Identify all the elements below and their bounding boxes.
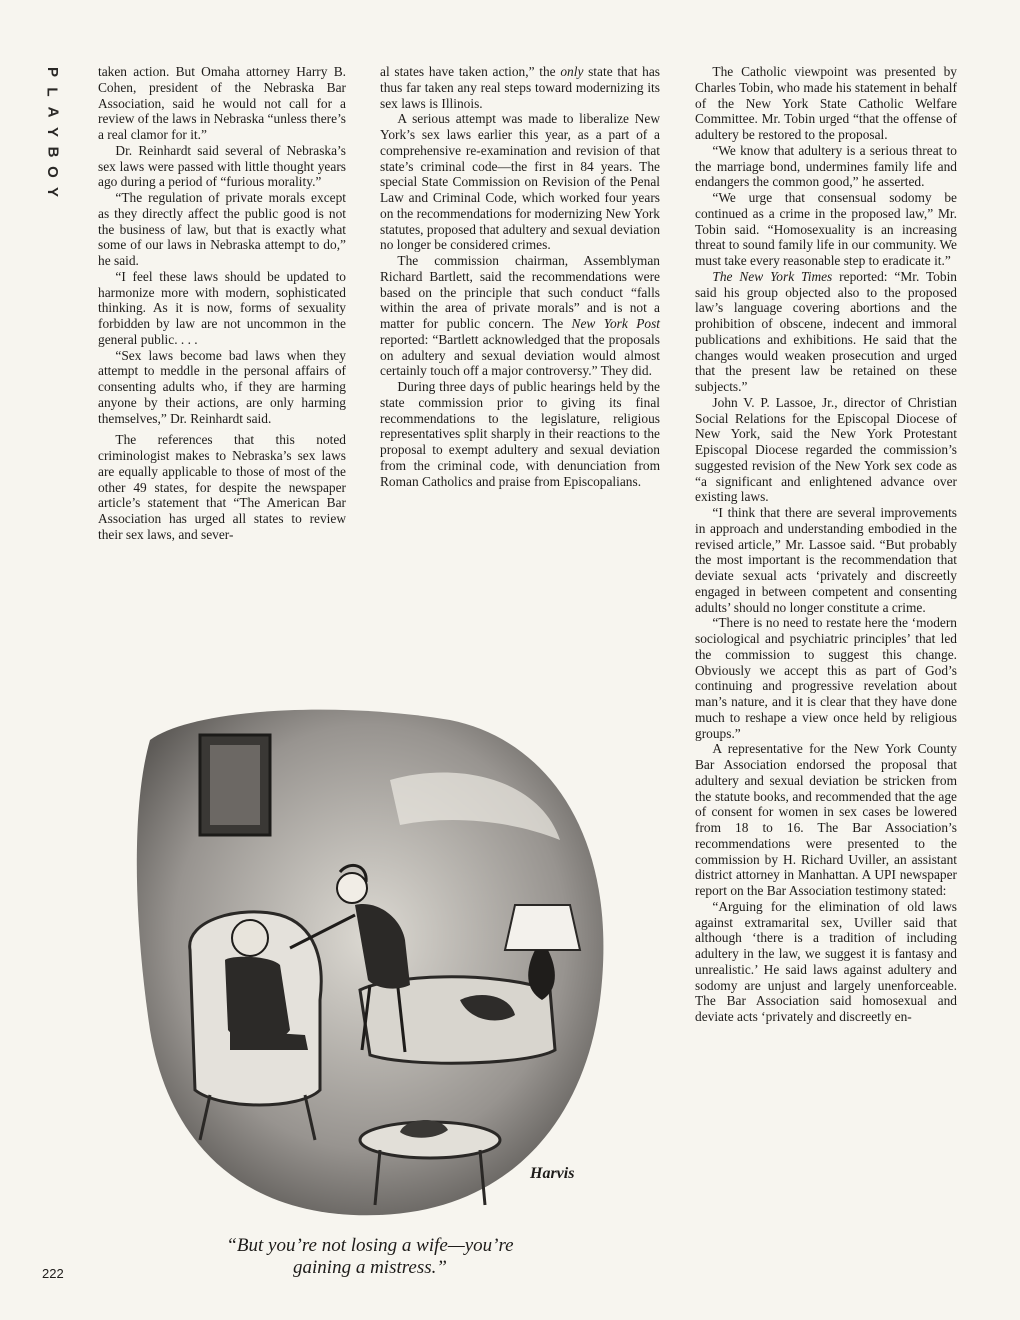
publication-name: New York Post (571, 316, 661, 331)
text-run: The commission chairman, Assemblyman Richard Bartlett, said the recommendations were based on the principle that such conduct “falls within the area of private morals” and is not a matter for public concern. The (380, 253, 660, 331)
paragraph: “There is no need to restate here the ‘modern sociological and psychiatric principles’ that led the commission to suggest this change. Obviously we accept this as part of God’s continuing and progressive revelation about man’s nature, and it is clear that they have done much to reshape a view once held by religious groups.” (695, 615, 957, 741)
magazine-letter: O (43, 166, 61, 178)
page-number: 222 (42, 1266, 64, 1281)
man-suit (225, 957, 290, 1042)
wall-picture (210, 745, 260, 825)
magazine-letter: P (43, 66, 61, 78)
magazine-letter: B (44, 146, 61, 158)
paragraph: “I think that there are several improvements in approach and understanding embodied in the revised article,” Mr. Lassoe said. “But probably the most important is the recommendation that deviate sexual acts ‘privately and discreetly engaged in between competent and consenting adults’ should no longer constitute a crime. (695, 505, 957, 615)
caption-line: gaining a mistress.” (293, 1257, 447, 1278)
paragraph: “Sex laws become bad laws when they attempt to meddle in the personal affairs of consenting adults who, if they are harming anyone by their actions, are only harming themselves,” Dr. Reinhardt said. (98, 347, 346, 426)
paragraph: The Catholic viewpoint was presented by Charles Tobin, who made his statement in behalf of the New York State Catholic Welfare Committee. Mr. Tobin urged “that the offense of adultery be restored to the proposal. (695, 64, 957, 142)
paragraph: A serious attempt was made to liberalize New York’s sex laws earlier this year, as a part of a comprehensive re-examination and revision of that state’s criminal code—the first in 84 years. The special State Commission on Revision of the Penal Law and Criminal Code, which worked four years on the recommendations for modernizing New York statutes, proposed that adultery and sexual deviation no longer be considered crimes. (380, 111, 661, 253)
cartoon-illustration (130, 700, 630, 1225)
article-column-2 (380, 64, 660, 489)
paragraph (380, 64, 660, 111)
magazine-letter: Y (43, 186, 61, 198)
magazine-letter: L (43, 87, 61, 97)
text-run: reported: “Mr. Tobin said his group objected also to the proposed law’s language covering abortions and the prohibition of obscene, indecent and immoral publications and exhibitions. He said that the changes would weaken prosecution and urged that the present law be retained on these subjects.” (695, 268, 957, 394)
paragraph (380, 253, 660, 379)
cartoon-caption (170, 1235, 570, 1279)
paragraph: “We know that adultery is a serious threat to the marriage bond, undermines family life and endangers the common good,” he asserted. (695, 142, 957, 190)
article-column-1 (98, 64, 346, 543)
paragraph: The references that this noted criminologist makes to Nebraska’s sex laws are equally applicable to those of most of the other 49 states, for despite the newspaper article’s statement that “The American Bar Association has urged all states to review their sex laws, and sever- (98, 432, 346, 542)
paragraph: John V. P. Lassoe, Jr., director of Christian Social Relations for the Episcopal Diocese of New York, said the New York Protestant Episcopal Diocese regarded the commission’s suggested revision of the New York sex code as “a significant and enlightened advance over existing laws. (695, 394, 957, 505)
magazine-letter: A (44, 106, 61, 118)
text-run: state that has thus far taken any real steps toward modernizing its sex laws is Illinois. (380, 64, 660, 111)
paragraph: taken action. But Omaha attorney Harry B. Cohen, president of the Nebraska Bar Association, said he would not call for a review of the laws in Nebraska “unless there’s a real clamor for it.” (98, 64, 347, 142)
text-run: al states have taken action,” the (380, 64, 561, 79)
magazine-letter: Y (43, 126, 61, 138)
paragraph (695, 269, 957, 395)
paragraph: “Arguing for the elimination of old laws against extramarital sex, Uviller said that although ‘there is a tradition of including adultery in the law, we suggest it is fantasy and unrealistic.’ He said laws against adultery and sodomy are unjust and largely unenforceable. The Bar Association said homosexual and deviate acts ‘privately and discreetly en- (695, 898, 957, 1024)
woman-head (337, 873, 367, 903)
paragraph: “I feel these laws should be updated to harmonize more with modern, sophisticated thinking. As it is now, forms of sexuality forbidden by law are not uncommon in the general public. . . . (98, 268, 346, 347)
article-column-3 (695, 64, 957, 1025)
sofa (360, 977, 555, 1063)
magazine-name-vertical (30, 62, 74, 202)
publication-name: The New York Times (712, 268, 833, 284)
paragraph: A representative for the New York County Bar Association endorsed the proposal that adultery and sexual deviation be stricken from the statute books, and recommended that the age of consent for women in sex cases be lowered from 18 to 16. The Bar Association’s recommendations were presented to the commission by H. Richard Uviller, an assistant district attorney in Manhattan. A UPI newspaper report on the Bar Association testimony stated: (695, 741, 957, 898)
italic-text: only (560, 64, 584, 79)
man-head (232, 920, 268, 956)
paragraph: During three days of public hearings held by the state commission prior to giving its final recommendations to the legislature, religious representatives split sharply in their reactions to the proposal to exempt adultery and sexual deviation from the criminal code, with denunciation from Roman Catholics and praise from Episcopalians. (380, 379, 660, 489)
caption-line: “But you’re not losing a wife—you’re (226, 1235, 514, 1256)
paragraph: Dr. Reinhardt said several of Nebraska’s sex laws were passed with little thought years ago during a period of “furious morality.” (98, 142, 346, 190)
lamp-shade (505, 905, 580, 950)
artist-signature: Harvis (530, 1165, 575, 1182)
paragraph: “We urge that consensual sodomy be continued as a crime in the proposed law,” Mr. Tobin said. “Homosexuality is an increasing threat to sound family life in our community. We must take every reasonable step to eradicate it.” (695, 190, 957, 268)
text-run: reported: “Bartlett acknowledged that the proposals on adultery and sexual deviation would almost certainly touch off a major controversy.” They did. (380, 331, 660, 379)
paragraph: “The regulation of private morals except as they directly affect the public good is not the business of law, but that is exactly what some of our laws in Nebraska attempt to do,” he said. (98, 190, 346, 268)
